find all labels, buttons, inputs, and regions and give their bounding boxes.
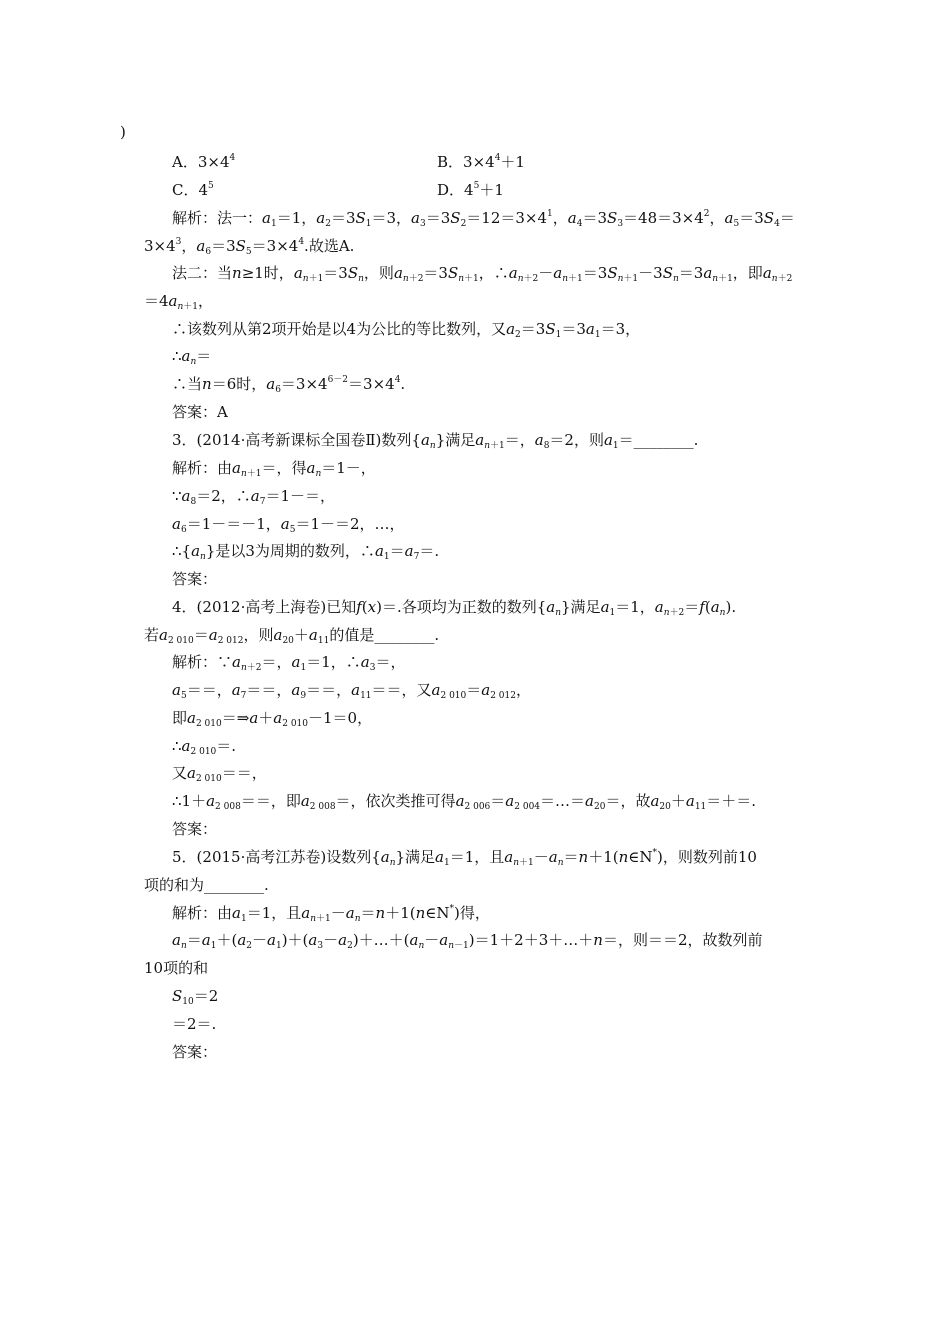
text-line: $\therefore a_{2 010}=$. [172, 737, 237, 757]
text-line: $=4a_{n+1}$， [144, 292, 214, 312]
text-line: 若$a_{2 010}=a_{2 012}$，则$a_{20}+a_{11}$的值是________. [144, 626, 440, 646]
text-line: 解析：由$a_{n+1}=$，得$a_n=1-$， [172, 459, 376, 479]
text-line: 解析：法一：$a_1=1$，$a_2=3S_1=3$，$a_3=3S_2=12=3\times 4^1$，$a_4=3S_3=48=3\times 4^2$，$a_5=3S_4=$ [172, 209, 795, 229]
question-3: 3．(2014·高考新课标全国卷Ⅱ)数列$\{a_n\}$满足$a_{n+1}=$，$a_8=2$，则$a_1=\_\_\_\_\_\_\_\_$. [172, 431, 699, 451]
text-line: ) [120, 123, 126, 141]
answer: 答案：A [172, 403, 228, 421]
text-line: 解析：由$a_1=1$，且$a_{n+1}-a_n=n+1(n\in N^*)$得， [172, 904, 490, 924]
text-line: 即$a_{2 010}=\Rightarrow a+a_{2 010}-1=0$， [172, 709, 373, 729]
text-line: $\because a_8=2$，$\therefore a_7=1-=$， [172, 487, 336, 507]
option-c: C．$4^5$ [172, 181, 214, 199]
question-5: 5．(2015·高考江苏卷)设数列$\{a_n\}$满足$a_1=1$，且$a_{n+1}-a_n=n+1(n\in N^*)$，则数列前10 [172, 848, 757, 868]
text-line: $\therefore a_n=$ [172, 347, 212, 367]
text-line: 10项的和 [144, 959, 209, 977]
text-line: 项的和为________. [144, 876, 269, 894]
text-line: $a_5==$，$a_7==$，$a_9==$，$a_{11}==$，又$a_{2 010}=a_{2 012}$， [172, 681, 531, 701]
answer: 答案： [172, 570, 218, 588]
text-line: ∴当n＝6时，$a_6=3\times 4^{6-2}=3\times 4^4$. [172, 375, 406, 395]
text-line: ＝2＝. [172, 1015, 217, 1033]
option-a: A．$3\times 4^4$ [172, 153, 236, 171]
option-d: D．$4^5+1$ [437, 181, 504, 199]
text-line: $S_{10}=2$ [172, 987, 219, 1007]
question-4: 4．(2012·高考上海卷)已知f(x)＝.各项均为正数的数列$\{a_n\}$满足$a_1=1$，$a_{n+2}=f(a_n)$. [172, 598, 737, 618]
text-line: 又$a_{2 010}==$， [172, 764, 267, 784]
text-line: $\therefore 1+a_{2 008}==$，即$a_{2 008}=$，依次类推可得$a_{2 006}=a_{2 004}=\dots=a_{20}=$，故$a_{20}+a_{11}=+=$. [172, 792, 757, 812]
text-line: 法二：当n≥1时，$a_{n+1}=3S_n$，则$a_{n+2}=3S_{n+1}$，$\therefore a_{n+2}-a_{n+1}=3S_{n+1}-3S_n=3a_{n+1}$，即$a_{n+2}$ [172, 264, 793, 284]
answer: 答案： [172, 820, 218, 838]
option-b: B．$3\times 4^4+1$ [437, 153, 525, 171]
text-line: $3\times 4^3$，$a_6=3S_5=3\times 4^4$.故选A. [144, 237, 355, 257]
text-line: 解析：$\because a_{n+2}=$，$a_1=1$，$\therefore a_3=$， [172, 653, 406, 673]
text-line: ∴该数列从第2项开始是以4为公比的等比数列，又$a_2=3S_1=3a_1=3$， [172, 320, 641, 340]
text-line: $\therefore\{a_n\}$是以3为周期的数列，$\therefore a_1=a_7=$. [172, 542, 440, 562]
text-line: $a_6=1-=-1$，$a_5=1-=2$，…， [172, 515, 405, 535]
text-line: $a_n=a_1+(a_2-a_1)+(a_3-a_2)+\dots+(a_n-a_{n-1})=1+2+3+\dots+n=$，则＝＝2，故数列前 [172, 931, 763, 951]
answer: 答案： [172, 1043, 218, 1061]
